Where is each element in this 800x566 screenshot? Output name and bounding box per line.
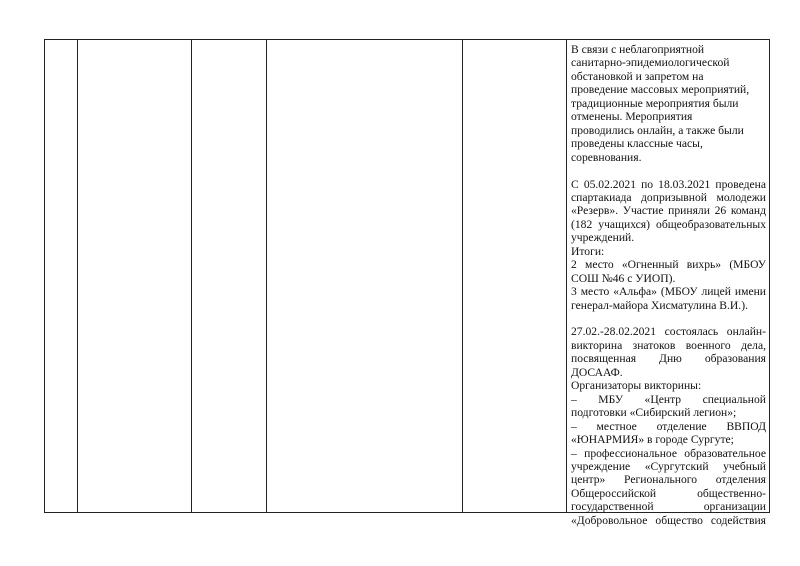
text-line: – профессиональное образовательное — [571, 446, 766, 460]
text-line: проведение массовых мероприятий, — [571, 83, 750, 97]
text-line: соревнования. — [571, 150, 642, 164]
paragraph-spartakiad — [571, 178, 766, 313]
text-line: В связи с неблагоприятной — [571, 43, 705, 56]
column-divider — [266, 40, 267, 512]
column-divider — [77, 40, 78, 512]
text-line: государственной организации — [571, 500, 766, 514]
text-line: Общероссийской общественно- — [571, 486, 766, 500]
text-line: Организаторы викторины: — [571, 379, 702, 393]
text-line: ДОСААФ. — [571, 365, 623, 379]
text-line: проводились онлайн, а также были — [571, 123, 744, 137]
text-line: посвященная Дню образования — [571, 352, 766, 366]
paragraph-restrictions — [571, 43, 766, 164]
column-divider — [462, 40, 463, 512]
text-line: спартакиада допризывной молодежи — [571, 190, 766, 204]
text-line: учреждение «Сургутский учебный — [571, 460, 766, 474]
text-line: – МБУ «Центр специальной — [571, 392, 766, 406]
report-table — [44, 39, 770, 527]
text-line: обстановкой и запретом на — [571, 69, 704, 83]
text-line: С 05.02.2021 по 18.03.2021 проведена — [571, 177, 766, 191]
text-line: традиционные мероприятия были — [571, 96, 739, 110]
text-line: викторина знатоков военного дела, — [571, 338, 766, 352]
text-line: СОШ №46 с УИОП). — [571, 271, 676, 285]
text-line: проведены классные часы, — [571, 137, 703, 151]
text-line: 3 место «Альфа» (МБОУ лицей имени — [571, 285, 766, 299]
text-line: санитарно-эпидемиологической — [571, 56, 730, 70]
column-divider — [191, 40, 192, 512]
text-line: генерал-майора Хисматулина В.И.). — [571, 298, 748, 312]
text-line: учреждений. — [571, 231, 635, 245]
text-line: (182 учащихся) общеобразовательных — [571, 217, 766, 231]
text-line: «Резерв». Участие приняли 26 команд — [571, 204, 766, 218]
text-line: – местное отделение ВВПОД — [571, 419, 766, 433]
text-line: Итоги: — [571, 244, 605, 258]
text-line: 2 место «Огненный вихрь» (МБОУ — [571, 258, 766, 272]
text-line: центр» Регионального отделения — [571, 473, 766, 487]
text-line: 27.02.-28.02.2021 состоялась онлайн- — [571, 325, 766, 339]
report-cell — [571, 43, 766, 527]
text-line: «ЮНАРМИЯ» в городе Сургуте; — [571, 433, 734, 447]
paragraph-quiz — [571, 325, 766, 527]
text-line: подготовки «Сибирский легион»; — [571, 406, 737, 420]
text-line: «Добровольное общество содействия — [571, 513, 766, 527]
column-divider — [566, 40, 567, 512]
text-line: отменены. Мероприятия — [571, 110, 693, 124]
